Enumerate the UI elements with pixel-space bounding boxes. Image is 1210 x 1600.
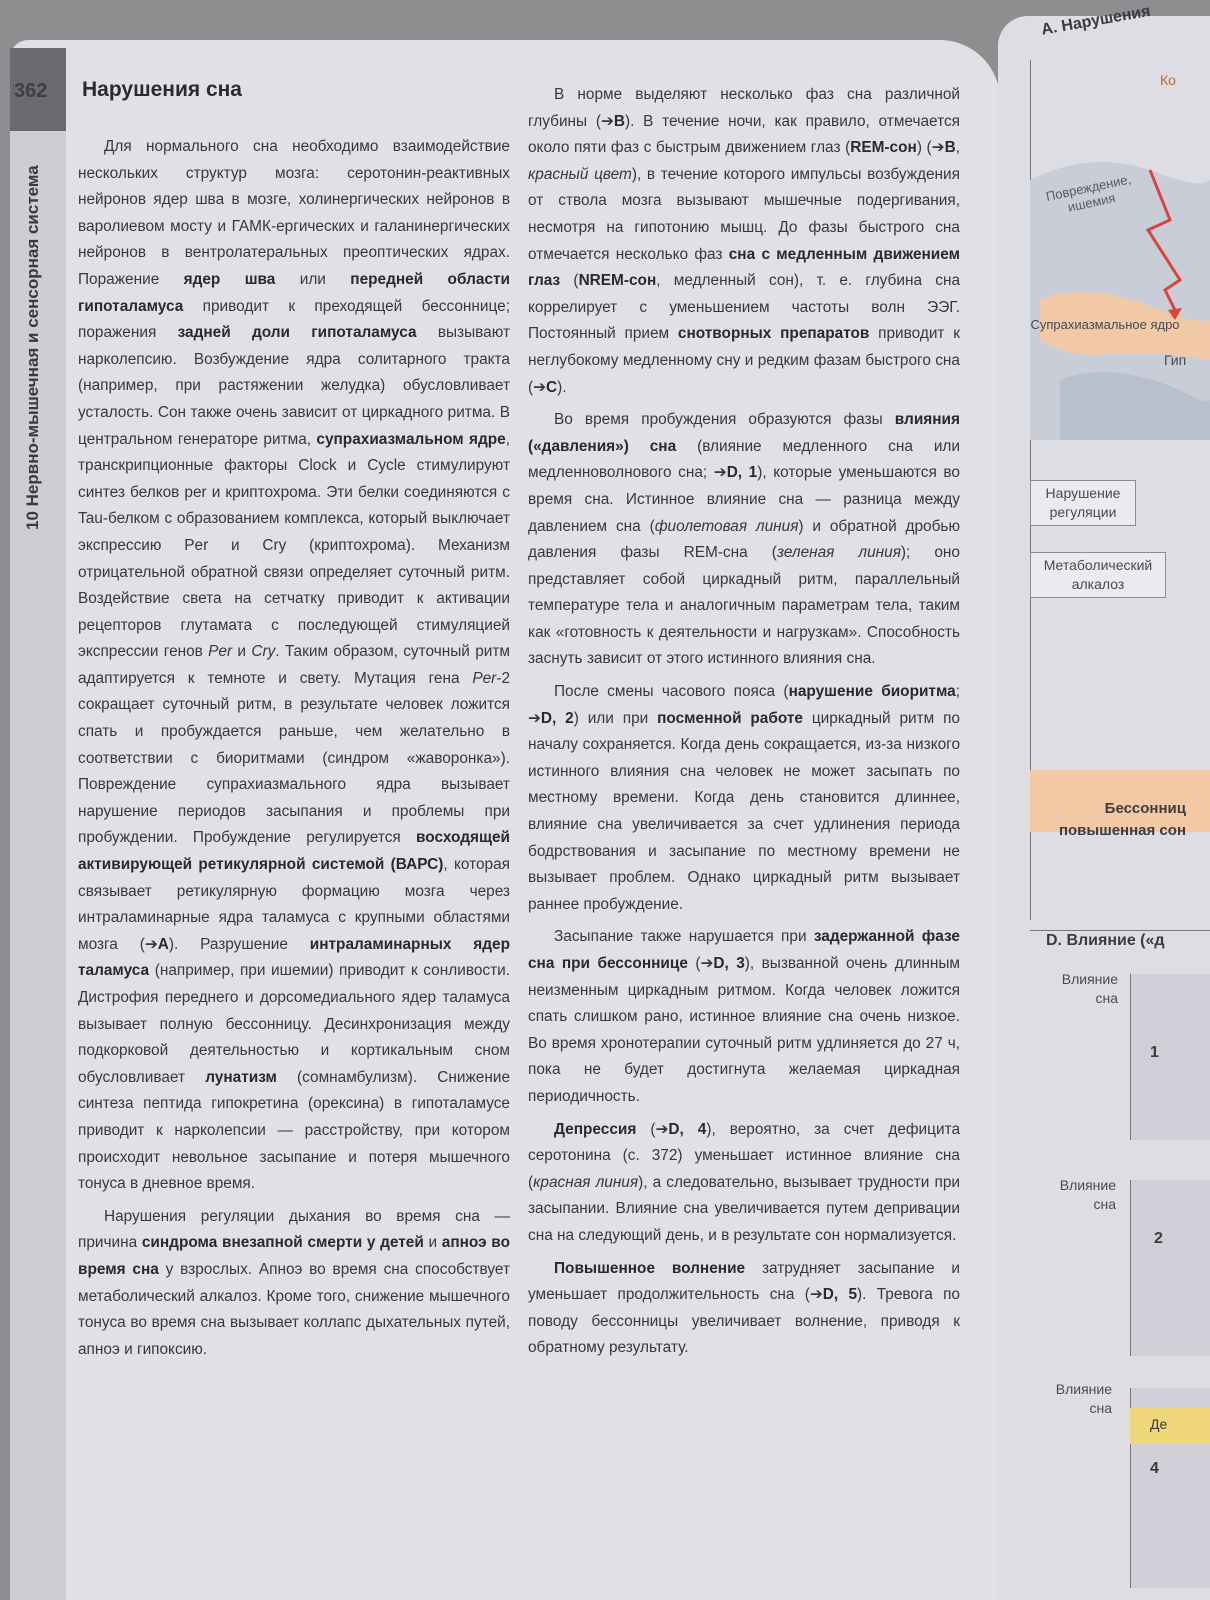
graph-4-number: 4 bbox=[1150, 1460, 1159, 1477]
text-run: Засыпание также нарушается при bbox=[554, 928, 814, 946]
graph-1 bbox=[1130, 974, 1210, 1140]
insomnia-line-1: Бессонниц bbox=[1104, 800, 1186, 817]
bold-term: лунатизм bbox=[205, 1068, 277, 1086]
paragraph bbox=[528, 924, 960, 1110]
paragraph bbox=[78, 1204, 510, 1364]
text-run: или bbox=[275, 270, 351, 288]
graph-2-number: 2 bbox=[1154, 1230, 1163, 1247]
text-run: (например, при ишемии) приводит к сонливости. Дистрофия переднего и дорсомедиального ядер таламуса вызывает полную бессонницу. Десинхронизация между подкорковой деятельностью и кортикальным сном обусловливает bbox=[78, 962, 510, 1086]
italic-term: красная линия bbox=[533, 1173, 639, 1191]
bold-term: B bbox=[613, 112, 625, 130]
bold-term: синдрома внезапной смерти у детей bbox=[141, 1234, 424, 1252]
page-number: 362 bbox=[14, 80, 48, 102]
bold-term: REM-сон bbox=[850, 139, 917, 157]
text-run: и bbox=[232, 643, 252, 661]
italic-term: зеленая линия bbox=[776, 544, 901, 562]
text-run: Для нормального сна необходимо взаимодействие нескольких структур мозга: серотонин-реактивных нейронов ядер шва в мозге, холинергических нейронов в варолиевом мосту и ГАМК-ергических и галанинергических нейронов в вентролатеральных преоптических ядрах. Поражение bbox=[78, 138, 510, 288]
bold-term: D, 3 bbox=[713, 955, 745, 972]
text-run: затрудняет засыпание и уменьшает продолжительность сна (➔ bbox=[528, 1259, 960, 1304]
text-run: ). Тревога по поводу бессонницы увеличивает волнение, приводя к обратному результату. bbox=[528, 1286, 960, 1357]
graph-4-tag: Де bbox=[1150, 1416, 1168, 1432]
text-column-left bbox=[78, 134, 510, 1369]
text-run: ; ➔ bbox=[528, 683, 960, 727]
text-run: ). bbox=[557, 378, 567, 396]
insomnia-line-2: повышенная сон bbox=[1058, 822, 1186, 839]
text-run: , медленный сон), т. е. глубина сна коррелирует с уменьшением частоты волн ЭЭГ. Постоянный прием bbox=[528, 272, 961, 343]
text-run: и bbox=[423, 1234, 442, 1252]
bold-term: D, 5 bbox=[822, 1286, 858, 1304]
text-run: ) или при bbox=[573, 709, 658, 727]
text-run: вызывают нарколепсию. Возбуждение ядра солитарного тракта (например, при растяжении желудка) обусловливает усталость. Сон также очень зависит от циркадного ритма. В центральном генераторе ритма, bbox=[78, 324, 510, 448]
text-run: ), которые уменьшаются во время сна. Истинное влияние сна — разница между давлением сна ( bbox=[528, 464, 960, 535]
paragraph bbox=[528, 1256, 960, 1362]
label-gip: Гип bbox=[1164, 352, 1187, 368]
text-run: После смены часового пояса ( bbox=[554, 683, 789, 701]
bold-term: апноэ во время сна bbox=[78, 1234, 510, 1278]
text-run: ) (➔ bbox=[916, 139, 945, 157]
panel-a-fragment: Ко bbox=[1160, 72, 1176, 88]
text-run: ). В течение ночи, как правило, отмечается около пяти фаз с быстрым движением глаз ( bbox=[528, 112, 960, 157]
text-column-right bbox=[528, 82, 960, 1368]
text-run: ), а следовательно, вызывает трудности при засыпании. Влияние сна увеличивается путем депривации сна на следующий день, и в результате сон нормализуется. bbox=[528, 1173, 960, 1244]
text-run: циркадный ритм по началу сохраняется. Когда день сокращается, из-за низкого истинного влияния сна человек не может засыпать по местному времени. Когда день становится длиннее, влияние сна увеличивается за счет удлинения периода бодрствования и засыпание по местному времени не вызывает проблем. Однако циркадный ритм вызывает раннее пробуждение. bbox=[528, 709, 960, 913]
graph-4-tag-band bbox=[1130, 1408, 1210, 1444]
graph-2-ylabel: Влияние сна bbox=[1059, 1177, 1116, 1212]
paragraph bbox=[528, 1117, 960, 1250]
text-run: ( bbox=[560, 272, 579, 290]
bold-term: D, 4 bbox=[668, 1120, 707, 1138]
bold-term: восходящей активирующей ретикулярной системой (ВАРС) bbox=[78, 829, 510, 874]
italic-term: Per bbox=[472, 669, 497, 687]
paragraph bbox=[528, 82, 960, 401]
bold-term: D, 1 bbox=[726, 464, 758, 482]
bold-term: интраламинарных ядер таламуса bbox=[78, 935, 511, 980]
bold-term: NREM-сон bbox=[578, 272, 657, 290]
text-run: (➔ bbox=[636, 1120, 669, 1138]
bold-term: влияния («давления») сна bbox=[528, 411, 960, 455]
text-run: . Таким образом, суточный ритм адаптируется к темноте и свету. Мутация гена bbox=[78, 643, 510, 687]
text-run: ), вызванной очень длинным неизменным циркадным ритмом. Когда человек ложится спать слишком рано, истинное влияние сна очень низкое. Во время хронотерапии суточный ритм удлиняется до 27 ч, пока не будет достигнута желаемая циркадная периодичность. bbox=[528, 955, 961, 1105]
text-run: приводит к преходящей бессоннице; поражения bbox=[78, 297, 510, 342]
italic-term: Per bbox=[208, 643, 233, 661]
text-run: , которая связывает ретикулярную формацию мозга через интраламинарные ядра таламуса с крупными областями мозга (➔ bbox=[78, 856, 510, 953]
text-run: В норме выделяют несколько фаз сна различной глубины (➔ bbox=[528, 86, 960, 130]
bold-term: C bbox=[546, 378, 558, 396]
italic-term: фиолетовая линия bbox=[654, 517, 799, 535]
bold-term: нарушение биоритма bbox=[788, 683, 956, 701]
paragraph bbox=[528, 407, 960, 673]
paragraph bbox=[528, 679, 960, 918]
text-run: Во время пробуждения образуются фазы bbox=[554, 411, 895, 429]
bold-term: передней области гипоталамуса bbox=[78, 270, 510, 315]
italic-term: красный цвет bbox=[528, 165, 632, 183]
bold-term: D, 2 bbox=[540, 709, 574, 727]
bold-term: Повышенное волнение bbox=[554, 1259, 746, 1277]
box-alkalosis: Метаболический алкалоз bbox=[1030, 552, 1166, 598]
text-run: , bbox=[955, 139, 960, 157]
bold-term: A bbox=[157, 935, 169, 953]
bold-term: B bbox=[944, 139, 956, 157]
bold-term: супрахиазмальном ядре bbox=[316, 430, 506, 448]
text-run: ); оно представляет собой циркадный ритм, параллельный температуре тела и аналогичным параметрам тела, таким как «готовность к деятельности и нагрузкам». Способность заснуть зависит от этого истинного влияния сна. bbox=[528, 544, 960, 668]
text-run: -2 сокращает суточный ритм, в результате человек ложится спать и пробуждается раньше, чем желательно в соответствии с биоритмами (синдром «жаворонка»). Повреждение супрахиазмального ядра вызывает нарушение периодов засыпания и проблемы при пробуждении. Пробуждение регулируется bbox=[78, 669, 510, 847]
label-damage: Повреждение, ишемия bbox=[1044, 171, 1133, 215]
bold-term: посменной работе bbox=[657, 709, 803, 727]
italic-term: Cry bbox=[251, 643, 276, 661]
bold-term: снотворных препаратов bbox=[677, 325, 870, 343]
graph-2 bbox=[1130, 1180, 1210, 1356]
text-run: , транскрипционные факторы Clock и Cycle стимулируют синтез белков per и криптохрома. Эти белки соединяются с Tau-белком с образованием комплекса, который выключает экспрессию Per и Cry (криптохрома). Механизм отрицательной обратной связи определяет суточный ритм. Воздействие света на сетчатку приводит к активации рецепторов глутамата с последующей стимуляцией экспрессии генов bbox=[78, 430, 510, 661]
bold-term: Депрессия bbox=[554, 1120, 637, 1138]
text-run: у взрослых. Апноэ во время сна способствует метаболический алкалоз. Кроме того, снижение мышечного тонуса во время сна вызывает коллапс дыхательных путей, апноэ и гипоксию. bbox=[78, 1260, 511, 1358]
graph-4-ylabel: Влияние сна bbox=[1055, 1381, 1112, 1416]
graph-1-ylabel: Влияние сна bbox=[1061, 971, 1118, 1006]
bold-term: задержанной фазе сна при бессоннице bbox=[528, 928, 960, 972]
bold-term: задней доли гипоталамуса bbox=[177, 324, 417, 342]
bold-term: сна с медленным движением глаз bbox=[528, 245, 961, 290]
box-regulation: Нарушение регуляции bbox=[1030, 480, 1136, 526]
paragraph bbox=[78, 134, 510, 1198]
text-run: ), в течение которого импульсы возбуждения от ствола мозга вызывают мышечные подергивания, несмотря на гипотонию мышц. До фазы быстрого сна отмечается несколько фаз bbox=[528, 165, 960, 263]
text-run: приводит к неглубокому медленному сну и редким фазам быстрого сна (➔ bbox=[528, 325, 960, 396]
text-run: ), вероятно, за счет дефицита серотонина (с. 372) уменьшает истинное влияние сна ( bbox=[528, 1120, 961, 1191]
text-run: Нарушения регуляции дыхания во время сна — причина bbox=[78, 1207, 510, 1252]
text-run: ). Разрушение bbox=[168, 935, 310, 953]
insomnia-label bbox=[1038, 798, 1186, 842]
text-run: (сомнамбулизм). Снижение синтеза пептида гипокретина (орексина) в гипоталамусе приводит к нарколепсии — расстройству, при котором происходит невольное засыпание и потеря мышечного тонуса в дневное время. bbox=[78, 1068, 510, 1193]
text-run: (влияние медленного сна или медленноволнового сна; ➔ bbox=[528, 437, 960, 482]
bold-term: ядер шва bbox=[183, 270, 276, 288]
text-run: (➔ bbox=[687, 955, 714, 972]
panel-a-title: A. Нарушения bbox=[1040, 2, 1152, 39]
panel-d-rule bbox=[1030, 930, 1210, 931]
label-scn: Супрахиазмальное ядро bbox=[1030, 317, 1180, 332]
chapter-title-vertical: 10 Нервно-мышечная и сенсорная система bbox=[23, 165, 42, 530]
text-run: ) и обратной дробью давления фазы REM-сна ( bbox=[528, 517, 960, 562]
page-title: Нарушения сна bbox=[82, 78, 242, 101]
graph-1-number: 1 bbox=[1150, 1044, 1159, 1061]
panel-d-title: D. Влияние («д bbox=[1046, 932, 1165, 949]
